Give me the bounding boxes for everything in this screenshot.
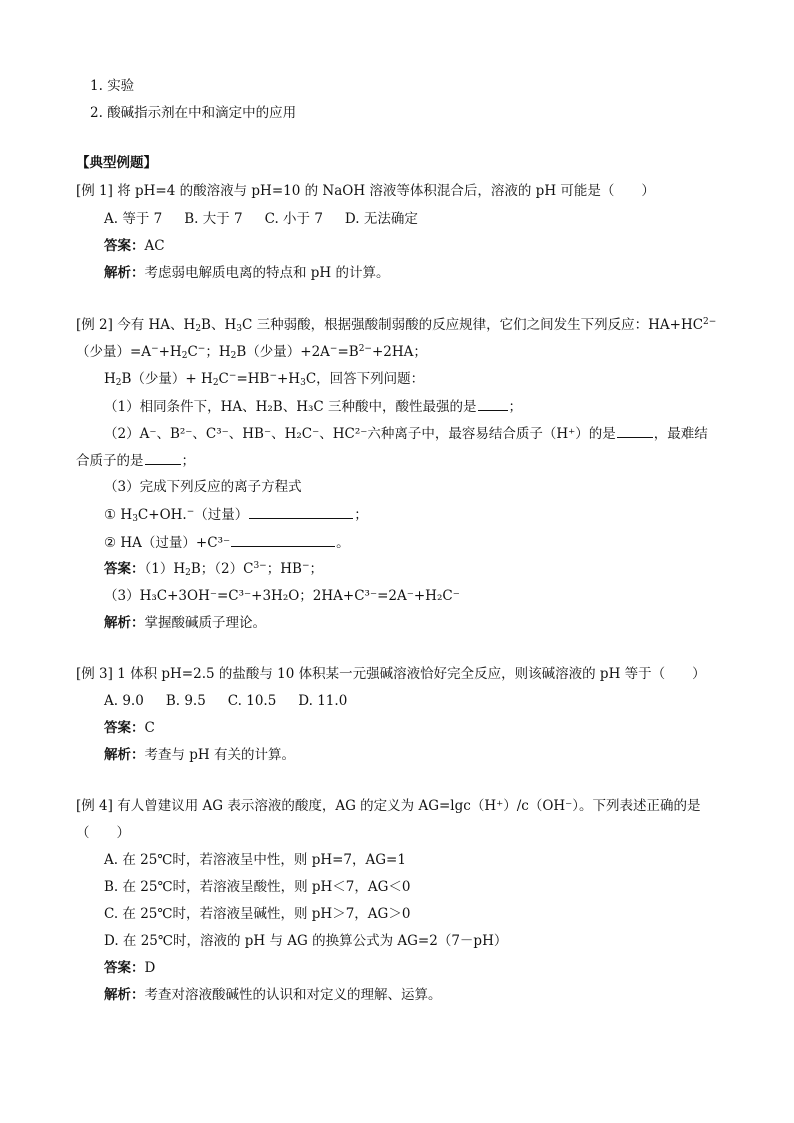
analysis-label: 解析： xyxy=(104,747,145,763)
ex2-eq1-excess: （过量） xyxy=(194,507,249,523)
ex2-answer-line2: （3）H₃C+3OH⁻=C³⁻+3H₂O；2HA+C³⁻=2A⁻+H₂C⁻ xyxy=(104,588,460,604)
ex1-analysis-text: 考虑弱电解质电离的特点和 pH 的计算。 xyxy=(144,265,390,281)
ex2-sub1: （1）相同条件下，HA、H₂B、H₃C 三种酸中，酸性最强的是 ； xyxy=(104,396,522,416)
ex4-option-a: A. 在 25℃时，若溶液呈中性，则 pH=7，AG=1 xyxy=(104,852,406,868)
ex2-eq1-blank[interactable] xyxy=(249,504,353,519)
ex1-option-a: A. 等于 7 xyxy=(104,211,163,227)
outline-number: 2. xyxy=(90,105,103,121)
ex2-sub2-line2: 合质子的是 ； xyxy=(76,450,195,470)
ex4-tag: [例 4] xyxy=(76,798,113,814)
ex2-tag: [例 2] xyxy=(76,317,113,333)
ex2-answer: 答案：$(1)H_2B$；$(2)C^{3-}$；HB−； xyxy=(104,561,323,578)
ex3-option-d: D. 11.0 xyxy=(298,693,348,709)
ex4-answer xyxy=(104,958,155,978)
ex3-answer-value: C xyxy=(144,720,155,736)
ex2-analysis xyxy=(104,613,266,633)
ex3-options xyxy=(104,691,369,711)
analysis-label: 解析： xyxy=(104,615,145,631)
ex2-analysis-text: 掌握酸碱质子理论。 xyxy=(144,615,266,631)
ex2-eq1-lead: ① xyxy=(104,507,117,523)
ex3-tag: [例 3] xyxy=(76,666,113,682)
outline-text: 实验 xyxy=(107,78,135,94)
ex2-eq2-blank[interactable] xyxy=(231,532,335,547)
analysis-label: 解析： xyxy=(104,265,145,281)
ex2-eq2-text: HA（过量）+C³⁻ xyxy=(120,535,231,551)
answer-label: 答案： xyxy=(104,561,145,577)
analysis-label: 解析： xyxy=(104,987,145,1003)
ex1-option-d: D. 无法确定 xyxy=(344,211,418,227)
ex4-option-c: C. 在 25℃时，若溶液呈碱性，则 pH＞7，AG＞0 xyxy=(104,906,411,922)
ex2-sub1-blank[interactable] xyxy=(478,396,508,411)
outline-text: 酸碱指示剂在中和滴定中的应用 xyxy=(107,105,297,121)
answer-label: 答案： xyxy=(104,720,145,736)
ex1-tag: [例 1] xyxy=(76,183,113,199)
outline-number: 1. xyxy=(90,78,103,94)
ex4-question-text: 有人曾建议用 AG 表示溶液的酸度，AG 的定义为 AG=lgc（H⁺）/c（OH⁻）。下列表述正确的是 xyxy=(117,798,701,814)
ex2-sub2-prompt: （2）A⁻、B²⁻、C³⁻、HB⁻、H₂C⁻、HC²⁻六种离子中，最容易结合质子（H⁺）的是 xyxy=(104,426,616,442)
ex1-answer-value: AC xyxy=(144,238,165,254)
ex1-question xyxy=(76,181,655,201)
ex3-question xyxy=(76,664,706,684)
ex2-sub2-prompt-end: 合质子的是 xyxy=(76,453,144,469)
ex2-eq2: ② HA（过量）+C³⁻ 。 xyxy=(104,532,350,552)
ex4-question-cont: （ ） xyxy=(76,825,130,841)
ex2-sub2-blank-easiest[interactable] xyxy=(617,423,653,438)
ex3-question-text: 1 体积 pH=2.5 的盐酸与 10 体积某一元强碱溶液恰好完全反应，则该碱溶液的 pH 等于（ ） xyxy=(117,666,706,682)
ex2-sub2-line1 xyxy=(104,423,708,443)
ex2-question-line1: [例 2] 今有 HA、$H_2B$、$H_3C$ 三种弱酸，根据强酸制弱酸的反应规律，它们之间发生下列反应：$HA+HC^{2-}$ xyxy=(76,317,717,334)
outline-item-1 xyxy=(90,76,134,96)
ex1-analysis xyxy=(104,263,390,283)
ex3-answer xyxy=(104,718,155,738)
ex3-option-a: A. 9.0 xyxy=(104,693,144,709)
ex1-option-b: B. 大于 7 xyxy=(184,211,243,227)
ex4-option-d: D. 在 25℃时，溶液的 pH 与 AG 的换算公式为 AG=2（7－pH） xyxy=(104,933,508,949)
ex3-option-b: B. 9.5 xyxy=(165,693,206,709)
ex2-question-line3: $H_2B$（少量）+ $H_2C^-=HB^-+H_3C$，回答下列问题： xyxy=(104,371,425,388)
ex2-sub3: （3）完成下列反应的离子方程式 xyxy=(104,479,302,495)
ex2-sub2-blank-hardest[interactable] xyxy=(145,450,181,465)
ex3-analysis-text: 考查与 pH 有关的计算。 xyxy=(144,747,295,763)
ex4-question xyxy=(76,796,701,816)
ex2-sub2-prompt-mid: ，最难结 xyxy=(653,426,708,442)
ex2-eq2-lead: ② xyxy=(104,535,117,551)
answer-label: 答案： xyxy=(104,238,145,254)
ex1-option-c: C. 小于 7 xyxy=(264,211,323,227)
ex4-option-b: B. 在 25℃时，若溶液呈酸性，则 pH＜7，AG＜0 xyxy=(104,879,411,895)
ex1-question-text: 将 pH=4 的酸溶液与 pH=10 的 NaOH 溶液等体积混合后，溶液的 pH 可能是（ ） xyxy=(117,183,655,199)
section-title: 【典型例题】 xyxy=(76,155,157,171)
ex4-analysis xyxy=(104,985,442,1005)
ex3-analysis xyxy=(104,745,295,765)
ex2-sub1-prompt: （1）相同条件下，HA、H₂B、H₃C 三种酸中，酸性最强的是 xyxy=(104,399,477,415)
answer-label: 答案： xyxy=(104,960,145,976)
ex1-answer xyxy=(104,236,165,256)
ex1-options xyxy=(104,209,440,229)
ex4-answer-value: D xyxy=(144,960,156,976)
ex2-question-line2: （少量）$=A^-+H_2C^-$；$H_2B$（少量）$+2A^-=B^{2-}+2HA$； xyxy=(76,344,427,361)
ex3-option-c: C. 10.5 xyxy=(227,693,277,709)
outline-item-2 xyxy=(90,103,296,123)
ex2-eq1: ① $H_3C+OH.^-$（过量） ； xyxy=(104,504,368,524)
ex4-analysis-text: 考查对溶液酸碱性的认识和对定义的理解、运算。 xyxy=(144,987,442,1003)
